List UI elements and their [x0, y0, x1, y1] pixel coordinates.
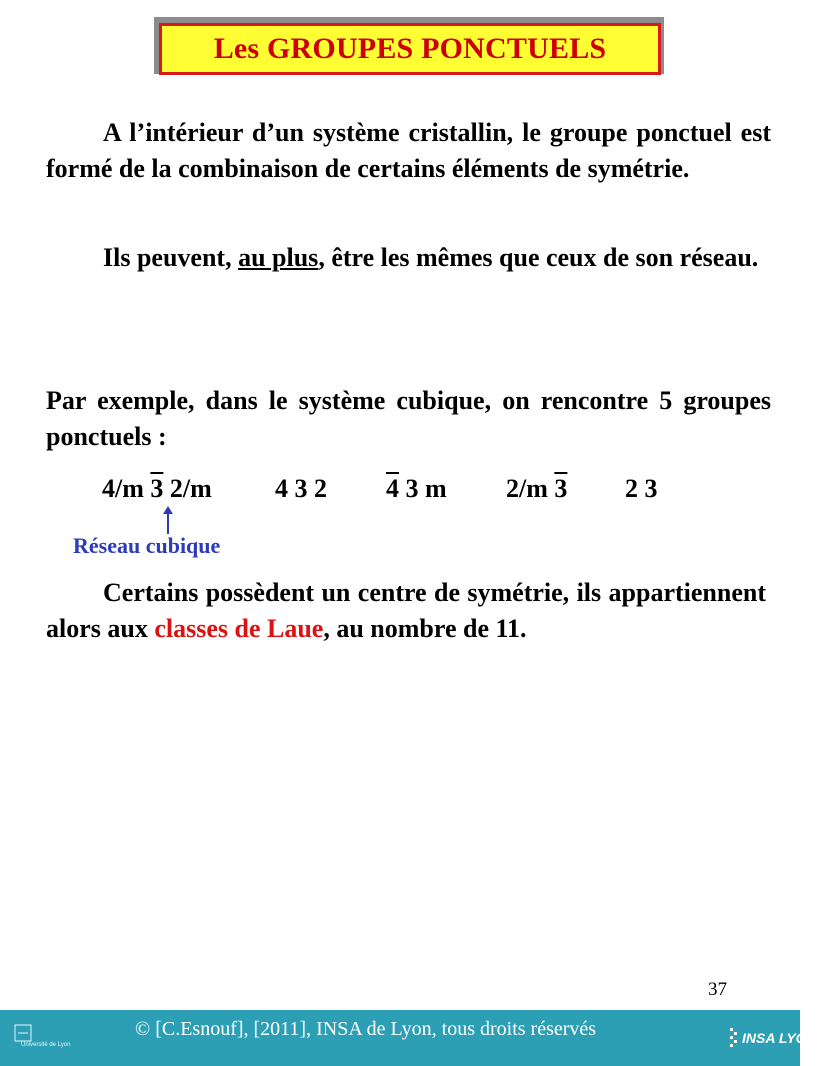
page-number: 37 — [708, 979, 727, 1000]
footer-bar — [0, 1010, 817, 1066]
point-group-pre: 2/m — [506, 474, 555, 503]
logo-left-text: Université de Lyon — [21, 1042, 71, 1048]
point-group — [506, 474, 567, 504]
page-title: Les GROUPES PONCTUELS — [213, 32, 607, 65]
point-group-bar-digit: 4 — [386, 474, 399, 503]
paragraph-laue — [46, 575, 766, 646]
point-group — [275, 474, 327, 504]
point-group — [625, 474, 658, 504]
paragraph-reseau-end: , être les mêmes que ceux de son réseau. — [318, 243, 759, 272]
point-group-bar-digit: 3 — [150, 474, 164, 503]
paragraph-intro: A l’intérieur d’un système cristallin, le groupe ponctuel est formé de la combinaison de certains éléments de symétrie. — [46, 118, 771, 183]
copyright-text: © [C.Esnouf], [2011], INSA de Lyon, tous droits réservés — [135, 1018, 597, 1040]
paragraph-example: Par exemple, dans le système cubique, on rencontre 5 groupes ponctuels : — [46, 386, 771, 451]
title-box — [159, 23, 661, 75]
point-group-post: 3 m — [399, 474, 447, 503]
universite-de-lyon-logo — [14, 1022, 80, 1054]
annotation-reseau-cubique: Réseau cubique — [73, 533, 221, 558]
paragraph-laue-start: Certains possèdent un centre de symétrie, ils appartiennent alors aux — [46, 578, 766, 643]
point-group-post: 2/m — [163, 474, 212, 503]
insa-logo-text: INSA LYON — [742, 1030, 817, 1046]
paragraph-reseau-start: Ils peuvent, — [103, 243, 239, 272]
classes-de-laue-text: classes de Laue — [154, 613, 324, 643]
insa-lyon-logo — [728, 1024, 817, 1058]
point-group-bar-digit: 3 — [554, 474, 568, 503]
paragraph-reseau — [46, 240, 771, 276]
point-group — [102, 474, 212, 504]
point-groups-row — [0, 474, 800, 510]
arrow-up-icon — [159, 505, 179, 535]
point-group-pre: 4/m — [102, 474, 151, 503]
point-group-pre: 4 3 2 — [275, 474, 327, 503]
point-group-pre: 2 3 — [625, 474, 658, 503]
paragraph-laue-end: , au nombre de 11. — [323, 613, 527, 643]
logo-emblem-icon — [14, 1024, 32, 1042]
point-group — [386, 474, 447, 504]
underlined-text: au plus — [238, 243, 319, 272]
